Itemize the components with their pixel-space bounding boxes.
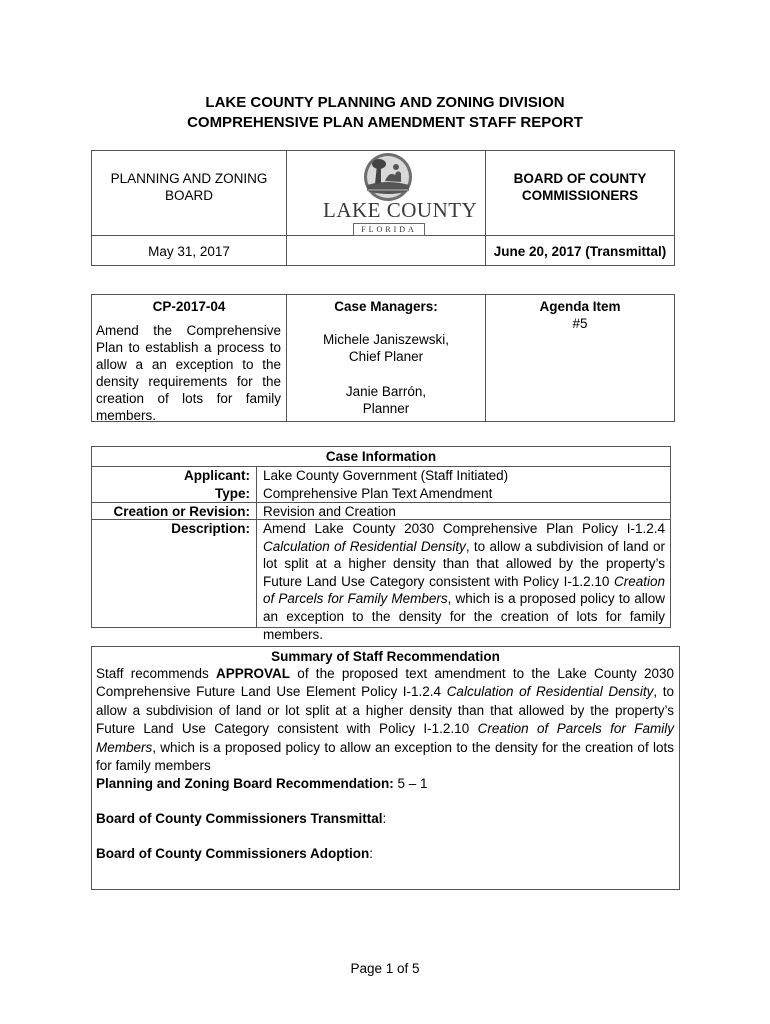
description-value: Amend Lake County 2030 Comprehensive Plan Policy I-1.2.4 Calculation of Residential Density, to allow a subdivision of land or lot split at a higher density than that allowed by the property’s Future Land Use Category consistent with Policy I-1.2.10 Creation of Parcels for Family Members, which is a proposed policy to allow an exception to the density for the creation of lots for family members.: [263, 521, 665, 642]
logo-wordmark: LAKE COUNTY: [323, 198, 478, 222]
case-manager-1: Michele Janiszewski, Chief Planer: [322, 332, 450, 364]
page-title: [0, 93, 770, 133]
agenda-item-number: #5: [572, 316, 588, 331]
case-summary: Amend the Comprehensive Plan to establish a process to allow a an exception to the density requirements for the creation of lots for family members.: [96, 323, 281, 423]
type-label: Type:: [214, 486, 250, 501]
type-value: Comprehensive Plan Text Amendment: [263, 486, 493, 501]
bcc-transmittal-label: Board of County Commissioners Transmittal: [96, 811, 383, 826]
applicant-value: Lake County Government (Staff Initiated): [263, 468, 509, 483]
pz-recommendation-label: Planning and Zoning Board Recommendation:: [96, 776, 394, 791]
creation-revision-label: Creation or Revision:: [113, 504, 250, 519]
lake-county-seal-icon: [323, 151, 453, 201]
case-managers-heading: Case Managers:: [334, 299, 438, 314]
bcc-hearing-date: June 20, 2017 (Transmittal): [493, 244, 667, 259]
agenda-item-heading: Agenda Item: [539, 299, 621, 314]
pz-recommendation: [96, 775, 674, 792]
description-label: Description:: [171, 521, 250, 536]
bcc-adoption-label: Board of County Commissioners Adoption: [96, 846, 370, 861]
case-information-heading: Case Information: [325, 449, 437, 464]
applicant-label: Applicant:: [184, 468, 250, 483]
lake-county-logo: [323, 151, 478, 235]
pz-recommendation-vote: 5 – 1: [397, 776, 428, 791]
staff-recommendation-text: Staff recommends APPROVAL of the proposed text amendment to the Lake County 2030 Comprehensive Future Land Use Element Policy I-1.2.4 Calculation of Residential Density, to allow a subdivision of land or lot split at a higher density than that allowed by the property’s Future Land Use Category consistent with Policy I-1.2.10 Creation of Parcels for Family Members, which is a proposed policy to allow an exception to the density for the creation of lots for family members: [96, 666, 675, 774]
planning-zoning-board-label: PLANNING AND ZONING BOARD: [110, 171, 268, 203]
title-line-2: COMPREHENSIVE PLAN AMENDMENT STAFF REPORT: [187, 114, 583, 131]
board-of-county-commissioners-label: BOARD OF COUNTY COMMISSIONERS: [513, 171, 647, 203]
creation-revision-value: Revision and Creation: [263, 504, 396, 519]
logo-subtitle: FLORIDA: [353, 223, 425, 236]
bcc-adoption: Board of County Commissioners Adoption:: [96, 846, 374, 861]
bcc-transmittal: Board of County Commissioners Transmittal:: [96, 811, 387, 826]
title-line-1: LAKE COUNTY PLANNING AND ZONING DIVISION: [205, 94, 565, 111]
summary-heading: Summary of Staff Recommendation: [271, 649, 500, 664]
case-number: CP-2017-04: [152, 299, 226, 314]
pz-hearing-date: May 31, 2017: [148, 244, 230, 259]
case-manager-2: Janie Barrón, Planner: [345, 384, 427, 416]
page-number: Page 1 of 5: [350, 961, 420, 976]
